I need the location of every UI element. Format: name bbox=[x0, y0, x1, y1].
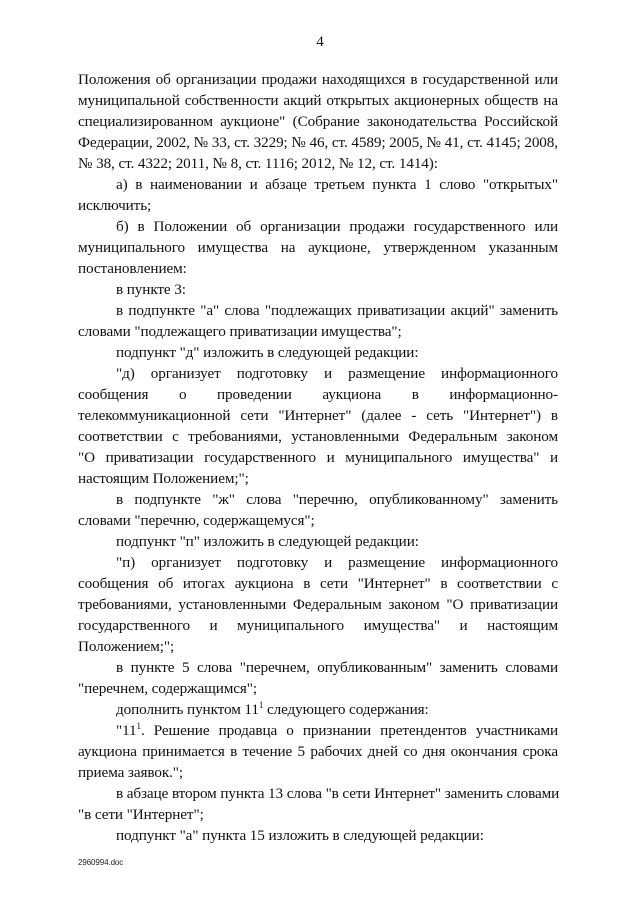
text-line: словами "перечню, содержащемуся"; bbox=[78, 512, 315, 529]
text-line: "$11^1$. Решение продавца о признании претендентов участниками bbox=[116, 721, 558, 739]
text-line: исключить; bbox=[78, 197, 152, 214]
text-line: № 38, ст. 4322; 2011, № 8, ст. 1116; 2012, № 12, ст. 1414): bbox=[78, 155, 438, 172]
text-line: специализированном аукционе" (Собрание законодательства Российской bbox=[78, 113, 558, 130]
text-line: в подпункте "а" слова "подлежащих приватизации акций" заменить bbox=[116, 302, 558, 319]
text-line: сообщения об итогах аукциона в сети "Интернет" в соответствии с bbox=[78, 575, 558, 592]
footer-filename: 2960994.doc bbox=[78, 858, 124, 867]
text-line: постановлением: bbox=[78, 260, 187, 277]
text-line: в абзаце втором пункта 13 слова "в сети Интернет" заменить словами bbox=[116, 785, 560, 802]
page-number: 4 bbox=[316, 34, 324, 50]
text-line: телекоммуникационной сети "Интернет" (далее - сеть "Интернет") в bbox=[78, 407, 558, 424]
text-line: муниципального имущества на аукционе, утвержденном указанным bbox=[78, 239, 558, 256]
text-line: Положением;"; bbox=[78, 638, 175, 655]
text-line: "в сети "Интернет"; bbox=[78, 806, 204, 823]
text-line: в подпункте "ж" слова "перечню, опубликованному" заменить bbox=[116, 491, 558, 508]
text-line: подпункт "п" изложить в следующей редакции: bbox=[116, 533, 419, 550]
text-line: сообщения о проведении аукциона в информационно- bbox=[78, 386, 558, 403]
text-line: Федерации, 2002, № 33, ст. 3229; № 46, ст. 4589; 2005, № 41, ст. 4145; 2008, bbox=[78, 134, 558, 151]
text-line: подпункт "д" изложить в следующей редакции: bbox=[116, 344, 419, 361]
text-line: подпункт "а" пункта 15 изложить в следующей редакции: bbox=[116, 827, 484, 844]
text-line: приема заявок."; bbox=[78, 764, 184, 781]
text-line: "п) организует подготовку и размещение информационного bbox=[116, 554, 558, 571]
text-line: в пункте 3: bbox=[116, 281, 186, 298]
text-line: б) в Положении об организации продажи государственного или bbox=[116, 218, 558, 235]
text-line: "О приватизации государственного и муниципального имущества" и bbox=[78, 449, 558, 466]
text-line: муниципальной собственности акций открытых акционерных обществ на bbox=[78, 92, 558, 109]
text-line: аукциона принимается в течение 5 рабочих дней со дня окончания срока bbox=[78, 743, 558, 760]
text-line: настоящим Положением;"; bbox=[78, 470, 249, 487]
text-line: требованиями, установленными Федеральным законом "О приватизации bbox=[78, 596, 558, 613]
text-line: "д) организует подготовку и размещение информационного bbox=[116, 365, 558, 382]
text-line: соответствии с требованиями, установленными Федеральным законом bbox=[78, 428, 558, 445]
text-line: Положения об организации продажи находящихся в государственной или bbox=[78, 71, 558, 88]
text-line: а) в наименовании и абзаце третьем пункта 1 слово "открытых" bbox=[116, 176, 558, 193]
text-line: в пункте 5 слова "перечнем, опубликованным" заменить словами bbox=[116, 659, 558, 676]
text-line: "перечнем, содержащимся"; bbox=[78, 680, 258, 697]
text-line: дополнить пунктом $11^1$ следующего содержания: bbox=[116, 700, 429, 718]
text-line: словами "подлежащего приватизации имущества"; bbox=[78, 323, 402, 340]
text-line: государственного и муниципального имущества" и настоящим bbox=[78, 617, 558, 634]
